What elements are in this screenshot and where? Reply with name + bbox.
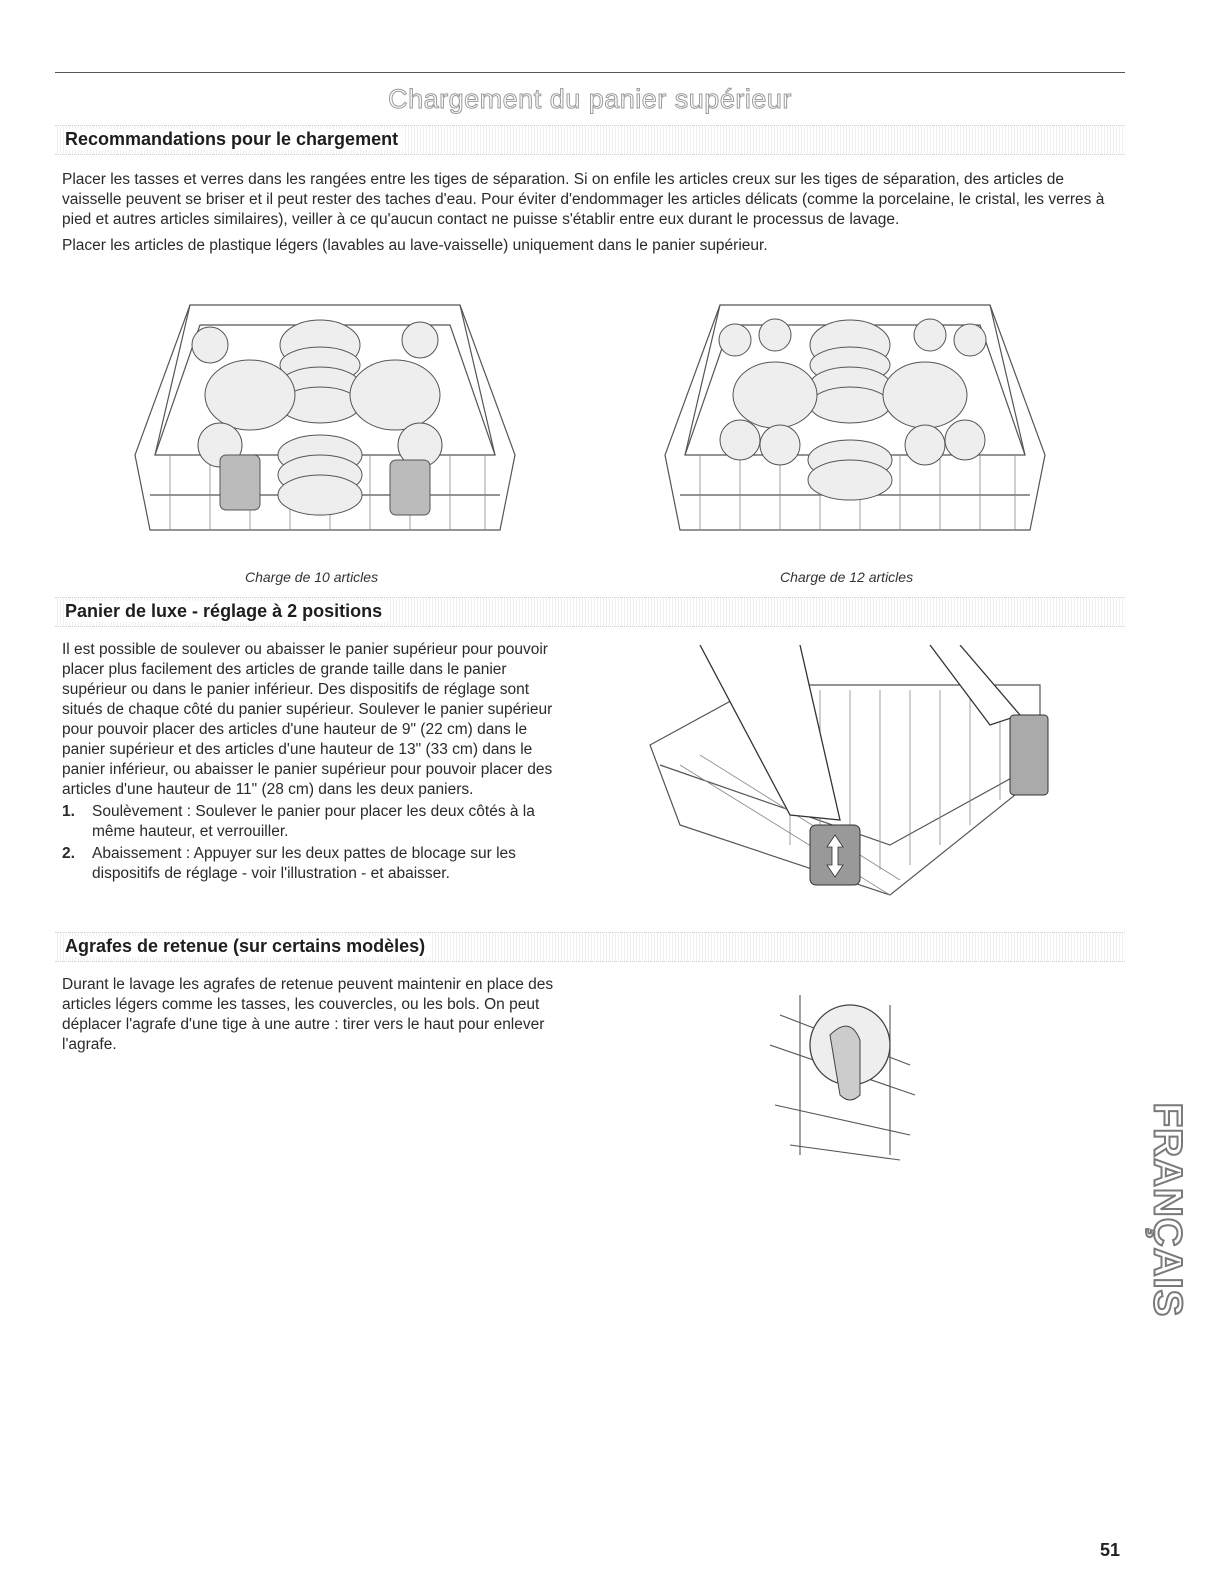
rack-adjuster-illustration bbox=[640, 645, 1060, 920]
list-item bbox=[62, 802, 572, 842]
section-heading: Panier de luxe - réglage à 2 positions bbox=[65, 601, 388, 622]
list-item bbox=[62, 844, 572, 884]
steps-list bbox=[62, 802, 572, 884]
page-title: Chargement du panier supérieur bbox=[388, 84, 792, 114]
retaining-clip-illustration bbox=[770, 995, 920, 1165]
section1-body bbox=[62, 170, 1117, 256]
section3-body bbox=[62, 975, 572, 1055]
caption-left: Charge de 10 articles bbox=[245, 569, 379, 585]
section-heading: Recommandations pour le chargement bbox=[65, 129, 404, 150]
section-header-agrafes bbox=[55, 932, 1125, 962]
step-text: Abaissement : Appuyer sur les deux pattes de blocage sur les dispositifs de réglage - voir l'illustration - et abaisser. bbox=[92, 845, 516, 882]
language-side-tab bbox=[1137, 1075, 1197, 1345]
paragraph: Il est possible de soulever ou abaisser le panier supérieur pour pouvoir placer plus facilement des articles de grande taille dans le panier supérieur ou dans le panier inférieur. Des dispositifs de réglage sont situés de chaque côté du panier supérieur. Soulever le panier supérieur pour pouvoir placer des articles d'une hauteur de 9" (22 cm) dans le panier supérieur et des articles d'une hauteur de 13" (33 cm) dans le panier inférieur, ou abaisser le panier supérieur pour pouvoir placer des articles d'une hauteur de 11" (28 cm) dans les deux paniers. bbox=[62, 641, 553, 798]
page-number: 51 bbox=[1100, 1540, 1121, 1560]
paragraph: Placer les articles de plastique légers (lavables au lave-vaisselle) uniquement dans le panier supérieur. bbox=[62, 237, 768, 254]
section2-body bbox=[62, 640, 572, 884]
step-text: Soulèvement : Soulever le panier pour placer les deux côtés à la même hauteur, et verrouiller. bbox=[92, 803, 535, 840]
rack-10-items-illustration bbox=[130, 295, 520, 560]
paragraph: Durant le lavage les agrafes de retenue peuvent maintenir en place des articles légers comme les tasses, les couvercles, ou les bols. On peut déplacer l'agrafe d'une tige à une autre : tirer vers le haut pour enlever l'agrafe. bbox=[62, 976, 554, 1053]
top-rule bbox=[55, 72, 1125, 73]
caption-right: Charge de 12 articles bbox=[780, 569, 914, 585]
section-header-panier-de-luxe bbox=[55, 597, 1125, 627]
paragraph: Placer les tasses et verres dans les rangées entre les tiges de séparation. Si on enfile les articles creux sur les tiges de séparation, des articles de vaisselle peuvent se briser et il peut rester des taches d'eau. Pour éviter d'endommager les articles délicats (comme la porcelaine, le cristal, les verres à pied et autres articles similaires), veiller à ce qu'aucun contact ne puisse s'établir entre eux durant le processus de lavage. bbox=[62, 171, 1105, 228]
section-heading: Agrafes de retenue (sur certains modèles) bbox=[65, 936, 431, 957]
step-number: 2. bbox=[62, 845, 75, 862]
side-tab-label: FRANÇAIS bbox=[1145, 1102, 1190, 1318]
section-header-recommandations bbox=[55, 125, 1125, 155]
step-number: 1. bbox=[62, 803, 75, 820]
rack-12-items-illustration bbox=[660, 295, 1050, 560]
